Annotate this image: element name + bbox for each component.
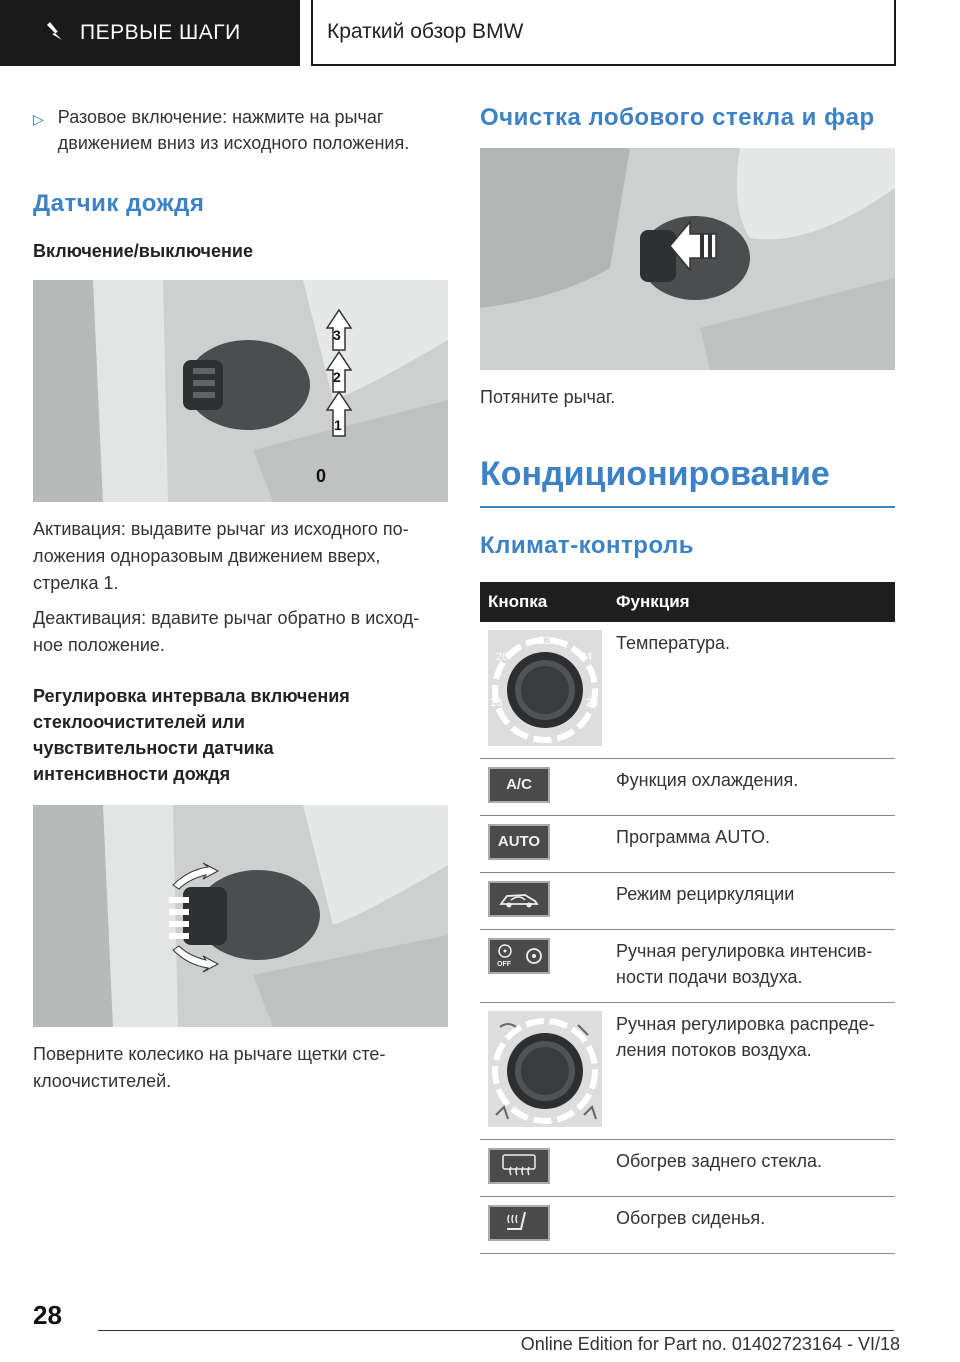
auto-button-icon: AUTO bbox=[488, 824, 550, 860]
seat-heating-button-icon bbox=[488, 1205, 550, 1241]
footer-edition: Online Edition for Part no. 01402723164 - VI/18 bbox=[520, 1334, 900, 1354]
table-row bbox=[480, 1140, 895, 1197]
table-row bbox=[480, 1003, 895, 1140]
onoff-heading: Включение/выключение bbox=[33, 241, 253, 261]
left-column bbox=[33, 104, 448, 1095]
wheel-caption: Поверните колесико на рычаге щетки сте-клоочистителей. bbox=[33, 1044, 386, 1091]
deactivation-text: Деактивация: вдавите рычаг обратно в исход-ное положение. bbox=[33, 608, 420, 655]
svg-text:18: 18 bbox=[490, 697, 503, 709]
col-button-header: Кнопка bbox=[480, 582, 608, 622]
table-row bbox=[480, 1197, 895, 1254]
ac-heading: Кондиционирование bbox=[480, 455, 830, 493]
activation-text: Активация: выдавите рычаг из исходного по-ложения одноразовым движением вверх, стрелка 1. bbox=[33, 519, 409, 593]
col-function-header: Функция bbox=[608, 582, 895, 622]
wash-heading: Очистка лобового стекла и фар bbox=[480, 104, 875, 131]
table-row bbox=[480, 759, 895, 816]
bullet-item bbox=[33, 104, 448, 156]
rain-sensor-heading: Датчик дождя bbox=[33, 190, 205, 217]
lever-label-3: 3 bbox=[333, 327, 341, 343]
bullet-text: Разовое включение: нажмите на рычаг движением вниз из исходного положения. bbox=[57, 107, 410, 153]
function-seat-heating: Обогрев сиденья. bbox=[608, 1197, 895, 1254]
lever-pull-photo bbox=[480, 148, 895, 370]
air-distribution-dial-icon bbox=[488, 1011, 602, 1127]
svg-text:22: 22 bbox=[538, 635, 551, 647]
ac-heading-rule bbox=[480, 506, 895, 508]
table-row bbox=[480, 816, 895, 873]
climate-heading: Климат-контроль bbox=[480, 532, 695, 559]
wiper-wheel-photo bbox=[33, 805, 448, 1027]
table-row bbox=[480, 930, 895, 1003]
climate-table bbox=[480, 582, 895, 1254]
function-recirculation: Режим рециркуляции bbox=[608, 873, 895, 930]
header-section-tab bbox=[0, 0, 300, 66]
ac-button-icon: A/C bbox=[488, 767, 550, 803]
function-cooling: Функция охлаждения. bbox=[608, 759, 895, 816]
lever-up-photo bbox=[33, 280, 448, 502]
page-number: 28 bbox=[33, 1300, 62, 1330]
footer-rule bbox=[98, 1330, 894, 1331]
recirculation-button-icon bbox=[488, 881, 550, 917]
fan-speed-button-icon: OFF bbox=[488, 938, 550, 974]
interval-heading: Регулировка интервала включения стеклоочистителей или чувствительности датчика интенсивности дождя bbox=[33, 686, 350, 784]
lever-label-2: 2 bbox=[333, 369, 341, 385]
table-row bbox=[480, 873, 895, 930]
header-section-title: ПЕРВЫЕ ШАГИ bbox=[80, 21, 241, 44]
triangle-bullet-icon: ▷ bbox=[33, 111, 44, 127]
pull-caption: Потяните рычаг. bbox=[480, 387, 616, 407]
svg-text:26: 26 bbox=[586, 697, 599, 709]
svg-text:20: 20 bbox=[496, 651, 509, 663]
function-temperature: Температура. bbox=[608, 622, 895, 759]
function-air-distribution: Ручная регулировка распреде-ления потоков воздуха. bbox=[608, 1003, 895, 1140]
header-chapter: Краткий обзор BMW bbox=[311, 0, 896, 66]
rear-defrost-button-icon bbox=[488, 1148, 550, 1184]
lever-label-1: 1 bbox=[334, 417, 342, 433]
table-row bbox=[480, 622, 895, 759]
function-fan-speed: Ручная регулировка интенсив-ности подачи воздуха. bbox=[608, 930, 895, 1003]
svg-text:24: 24 bbox=[580, 651, 593, 663]
lever-label-0: 0 bbox=[316, 466, 327, 486]
function-auto: Программа AUTO. bbox=[608, 816, 895, 873]
right-column bbox=[480, 104, 895, 1254]
temperature-dial-icon bbox=[488, 630, 602, 746]
function-rear-defrost: Обогрев заднего стекла. bbox=[608, 1140, 895, 1197]
table-header-row bbox=[480, 582, 895, 622]
flash-icon bbox=[44, 20, 66, 47]
